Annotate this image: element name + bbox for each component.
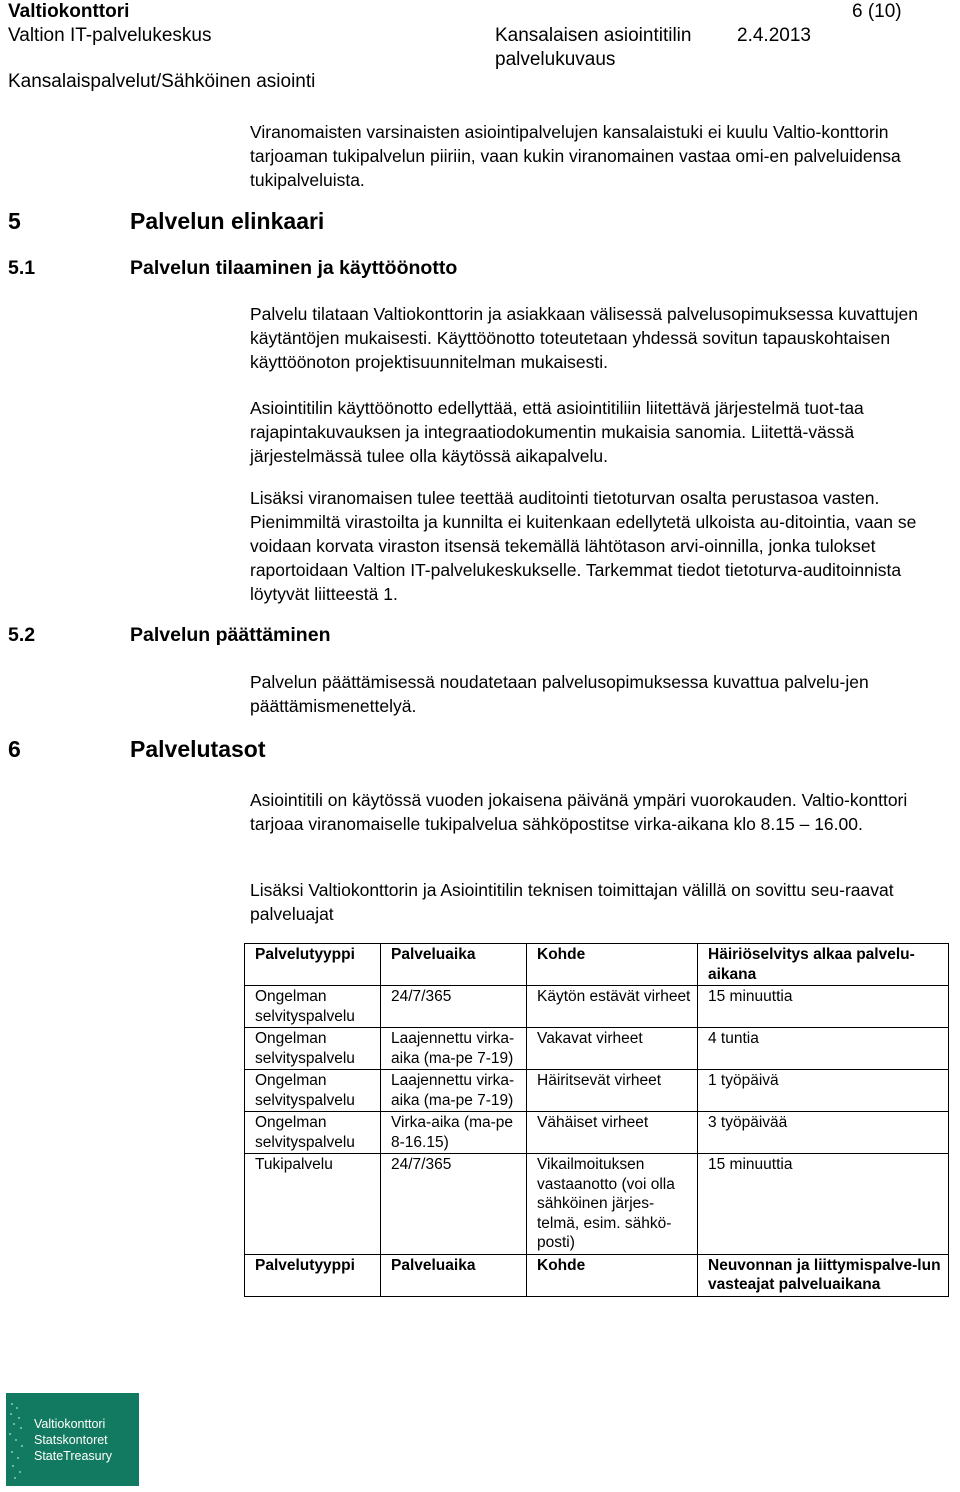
heading-title: Palvelutasot (130, 736, 266, 762)
table-header-cell: Palveluaika (381, 944, 527, 986)
paragraph-text: Palvelun päättämisessä noudatetaan palvelusopimuksessa kuvattua palvelu-jen päättämismenettelyä. (250, 672, 869, 716)
table-cell: Virka-aika (ma-pe 8-16.15) (381, 1112, 527, 1154)
intro-text: Viranomaisten varsinaisten asiointipalvelujen kansalaistuki ei kuulu Valtio-konttorin tarjoaman tukipalvelun piiriin, vaan kukin viranomainen vastaa omi-en palveluidensa tukipalveluista. (250, 122, 901, 190)
heading-number: 5 (8, 208, 21, 234)
heading-title: Palvelun elinkaari (130, 208, 325, 234)
header-org: Valtiokonttori (8, 1, 130, 22)
table-header-cell: Palvelutyyppi (245, 1254, 381, 1296)
table-cell: 24/7/365 (381, 986, 527, 1028)
header-doc-title-line1: Kansalaisen asiointitilin (495, 25, 692, 46)
table-header-row (245, 944, 949, 986)
heading-title: Palvelun tilaaminen ja käyttöönotto (130, 257, 458, 279)
header-page-number: 6 (10) (852, 1, 902, 22)
table-row (245, 986, 949, 1028)
paragraph-text: Asiointitilin käyttöönotto edellyttää, että asiointitiliin liitettävä järjestelmä tuot-taa rajapintakuvauksen ja integraatiodokumentin mukaisia sanomia. Liitettä-vässä järjestelmässä tulee olla käytössä aikapalvelu. (250, 398, 864, 466)
table-footer-row (245, 1254, 949, 1296)
table-header-cell: Palveluaika (381, 1254, 527, 1296)
logo-line: Statskontoret (34, 1433, 108, 1447)
paragraph-deployment-requirements (250, 396, 958, 468)
logo-line: Valtiokonttori (34, 1417, 106, 1431)
heading-section-5-2 (8, 624, 330, 647)
paragraph-text: Asiointitili on käytössä vuoden jokaisena päivänä ympäri vuorokauden. Valtio-konttori tarjoaa viranomaiselle tukipalvelua sähköpostitse virka-aikana klo 8.15 – 16.00. (250, 790, 908, 834)
heading-number: 5.1 (8, 257, 36, 279)
logo-line: StateTreasury (34, 1449, 113, 1463)
table-row (245, 1154, 949, 1255)
table-cell: 24/7/365 (381, 1154, 527, 1255)
table-cell: Ongelman selvityspalvelu (245, 1070, 381, 1112)
table-cell: Ongelman selvityspalvelu (245, 986, 381, 1028)
heading-number: 5.2 (8, 624, 36, 646)
table-cell: Laajennettu virka-aika (ma-pe 7-19) (381, 1028, 527, 1070)
table-row (245, 1070, 949, 1112)
table-cell: Ongelman selvityspalvelu (245, 1112, 381, 1154)
header-doc-title-line2: palvelukuvaus (495, 49, 616, 70)
paragraph-service-times-intro (250, 878, 958, 926)
heading-section-6 (8, 736, 266, 763)
header-department: Kansalaispalvelut/Sähköinen asiointi (8, 71, 316, 92)
heading-section-5 (8, 208, 324, 235)
table-cell: Vakavat virheet (527, 1028, 698, 1070)
table-header-cell: Häiriöselvitys alkaa palvelu-aikana (698, 944, 949, 986)
logo-dots-icon (6, 1393, 28, 1486)
table-header-cell: Neuvonnan ja liittymispalve-lun vasteajat palveluaikana (698, 1254, 949, 1296)
service-level-table (244, 943, 949, 1297)
paragraph-audit (250, 486, 958, 606)
table-cell: Ongelman selvityspalvelu (245, 1028, 381, 1070)
table-cell: 15 minuuttia (698, 986, 949, 1028)
table-row (245, 1112, 949, 1154)
table-cell: Tukipalvelu (245, 1154, 381, 1255)
table-cell: Käytön estävät virheet (527, 986, 698, 1028)
heading-title: Palvelun päättäminen (130, 624, 331, 646)
table-cell: Laajennettu virka-aika (ma-pe 7-19) (381, 1070, 527, 1112)
table-cell: 3 työpäivää (698, 1112, 949, 1154)
heading-number: 6 (8, 736, 21, 762)
table-cell: Vikailmoituksen vastaanotto (voi olla sähköinen järjes-telmä, esim. sähkö-posti) (527, 1154, 698, 1255)
table-cell: 15 minuuttia (698, 1154, 949, 1255)
table-header-cell: Kohde (527, 1254, 698, 1296)
table-cell: Vähäiset virheet (527, 1112, 698, 1154)
table-cell: 4 tuntia (698, 1028, 949, 1070)
table-cell: Häiritsevät virheet (527, 1070, 698, 1112)
paragraph-ordering (250, 302, 958, 374)
paragraph-text: Palvelu tilataan Valtiokonttorin ja asiakkaan välisessä palvelusopimuksessa kuvattujen käytäntöjen mukaisesti. Käyttöönotto toteutetaan yhdessä sovitun tapauskohtaisen käyttöönoton projektisuunnitelman mukaisesti. (250, 304, 918, 372)
table-header-cell: Palvelutyyppi (245, 944, 381, 986)
table-cell: 1 työpäivä (698, 1070, 949, 1112)
header-date: 2.4.2013 (737, 25, 811, 46)
paragraph-termination (250, 670, 958, 718)
header-unit: Valtion IT-palvelukeskus (8, 25, 212, 46)
table-row (245, 1028, 949, 1070)
valtiokonttori-logo (6, 1393, 139, 1486)
table-header-cell: Kohde (527, 944, 698, 986)
paragraph-availability (250, 788, 958, 836)
heading-section-5-1 (8, 257, 457, 280)
paragraph-text: Lisäksi Valtiokonttorin ja Asiointitilin teknisen toimittajan välillä on sovittu seu-raavat palveluajat (250, 880, 894, 924)
paragraph-text: Lisäksi viranomaisen tulee teettää auditointi tietoturvan osalta perustasoa vasten. Pienimmiltä virastoilta ja kunnilta ei kuitenkaan edellytetä ulkoista au-ditointia, vaan se voidaan korvata viraston itsensä tekemällä lähtötason arvi-oinnilla, jonka tulokset raportoidaan Valtion IT-palvelukeskukselle. Tarkemmat tiedot tietoturva-auditoinnista löytyvät liitteestä 1. (250, 488, 917, 604)
intro-paragraph (250, 120, 958, 192)
